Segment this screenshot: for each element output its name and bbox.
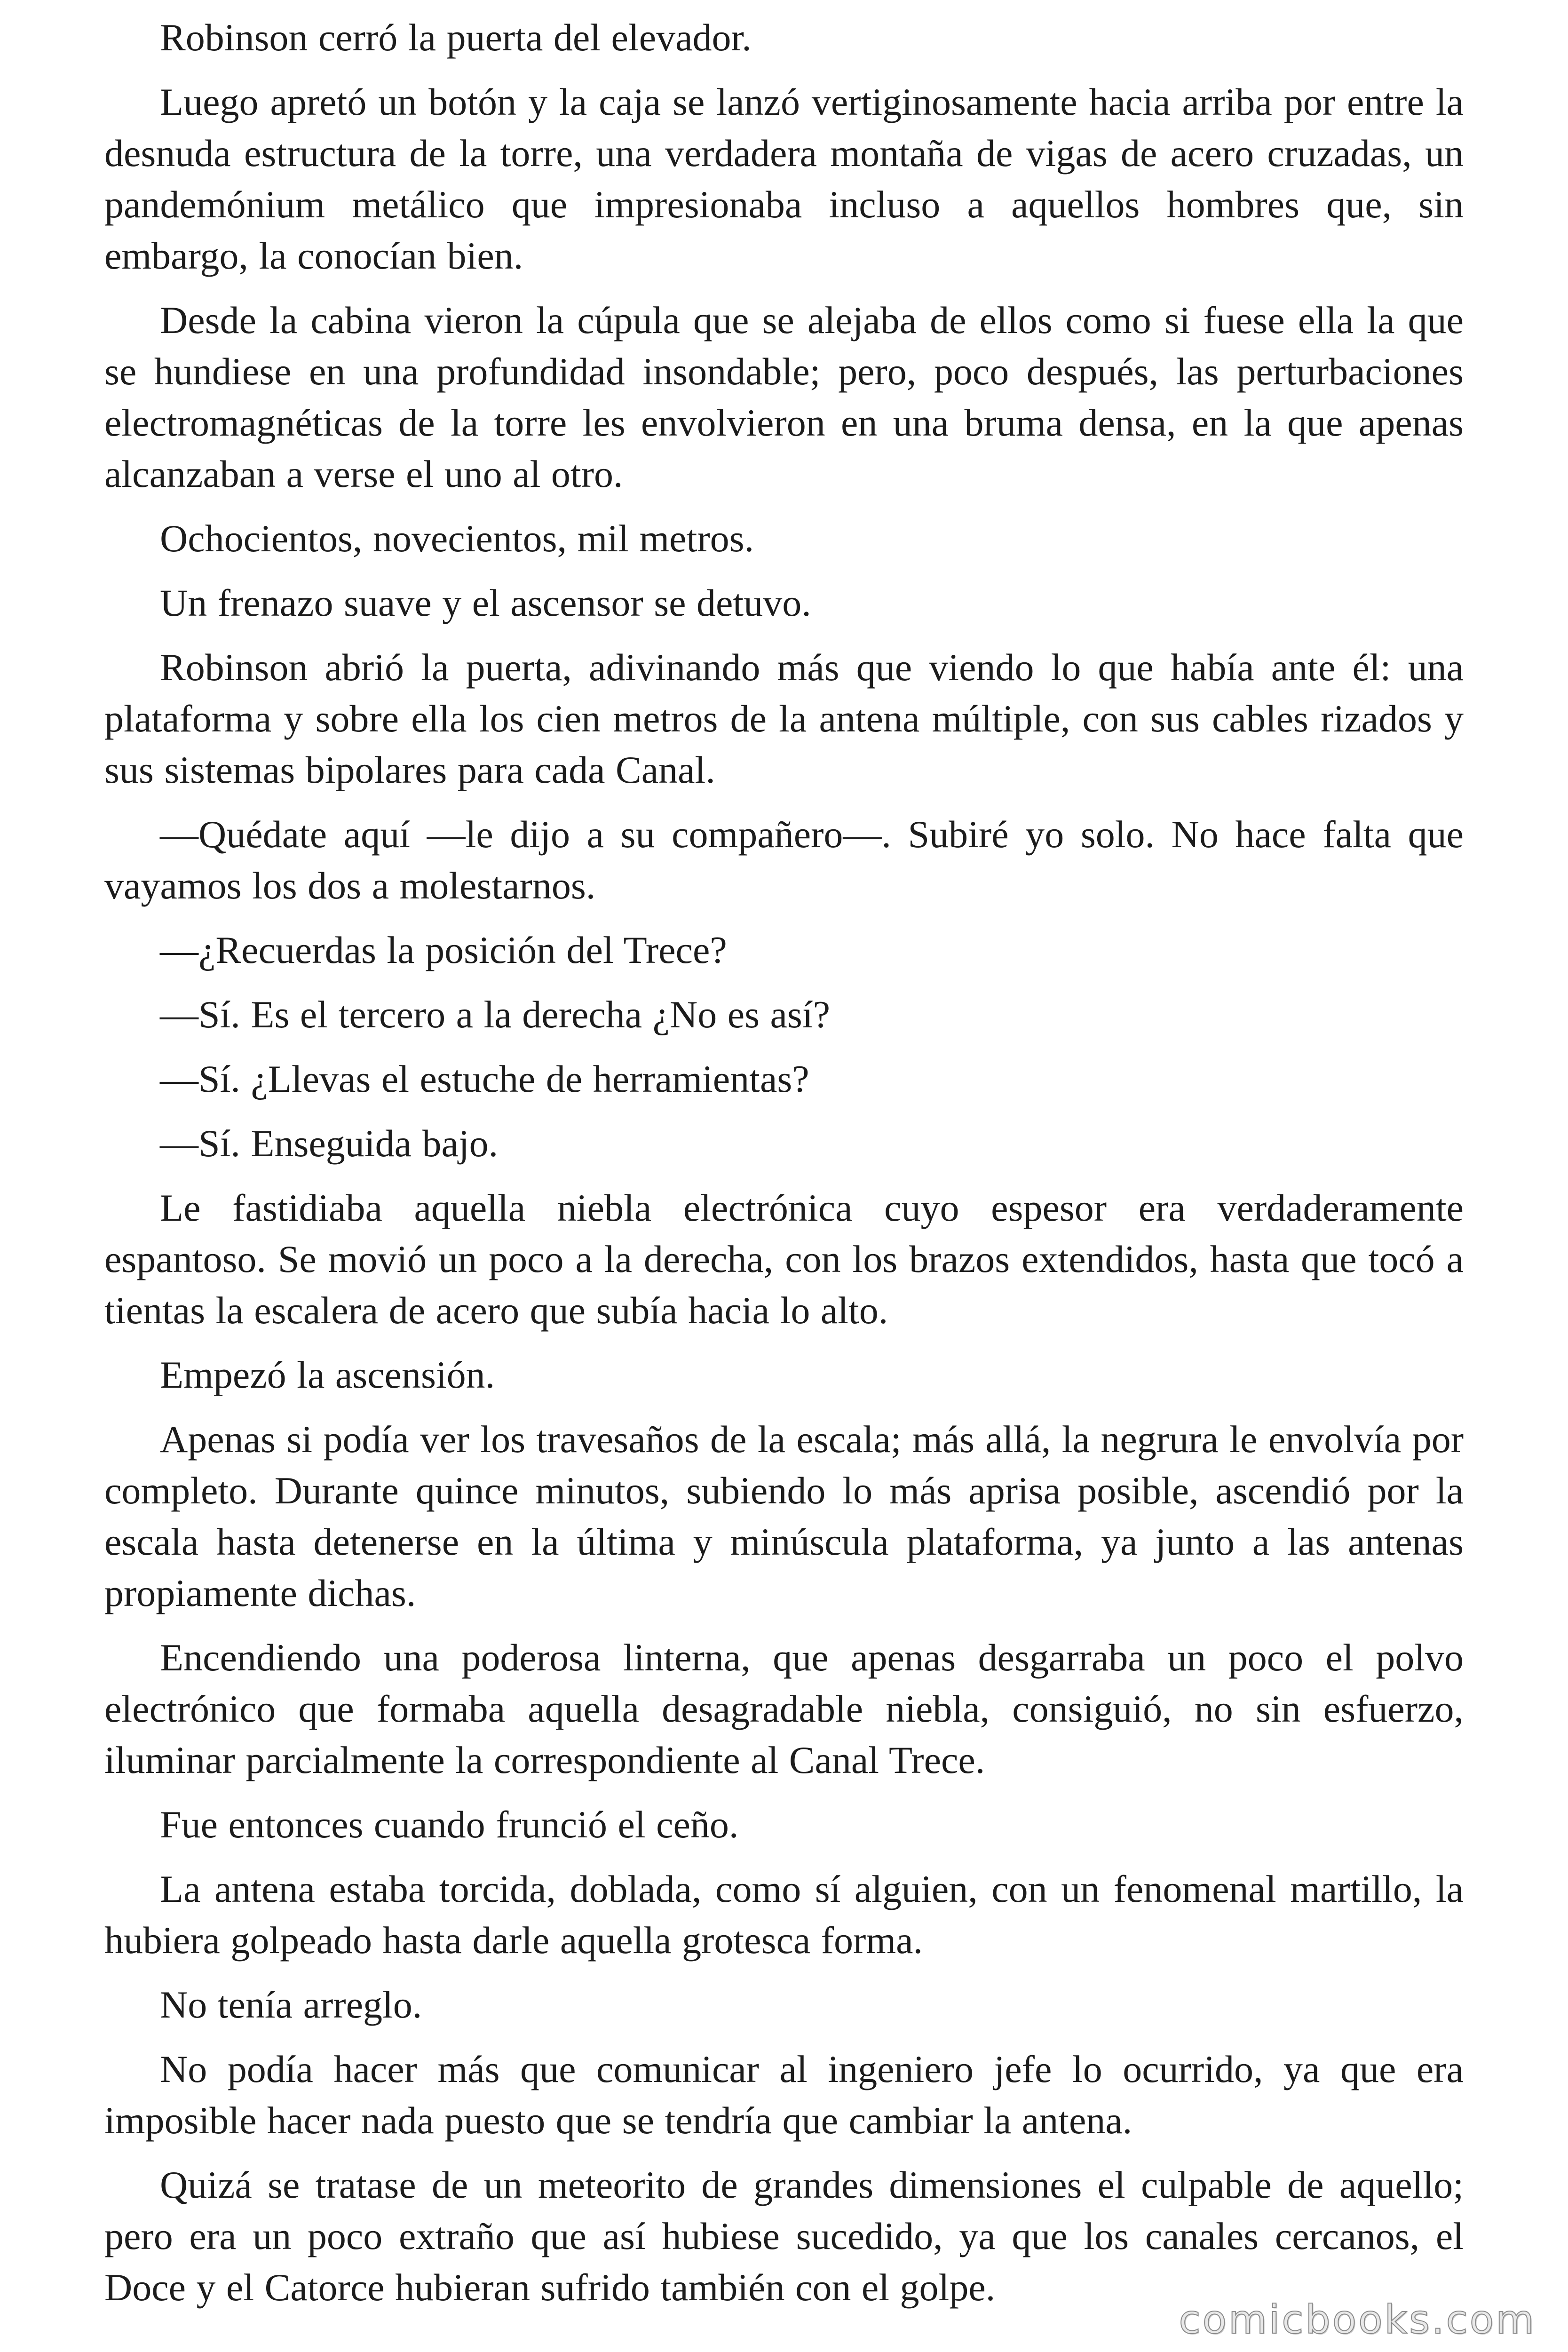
dialogue-line: —Quédate aquí —le dijo a su compañero—. Subiré yo solo. No hace falta que vayamos los dos a molestarnos.	[104, 813, 1464, 907]
paragraph: Fue entonces cuando frunció el ceño.	[160, 1803, 739, 1846]
dialogue-line: —¿Recuerdas la posición del Trece?	[160, 929, 727, 971]
paragraph: Encendiendo una poderosa linterna, que apenas desgarraba un poco el polvo electrónico que formaba aquella desagradable niebla, consiguió, no sin esfuerzo, iluminar parcialmente la correspondiente al Canal Trece.	[104, 1636, 1464, 1781]
paragraph: Robinson abrió la puerta, adivinando más que viendo lo que había ante él: una plataforma y sobre ella los cien metros de la antena múltiple, con sus cables rizados y sus sistemas bipolares para cada Canal.	[104, 646, 1464, 791]
paragraph: Robinson cerró la puerta del elevador.	[160, 16, 752, 59]
dialogue-line: —Sí. Enseguida bajo.	[160, 1122, 499, 1165]
dialogue-line: —Sí. Es el tercero a la derecha ¿No es así?	[160, 993, 831, 1036]
paragraph: No tenía arreglo.	[160, 1983, 422, 2026]
paragraph: Quizá se tratase de un meteorito de grandes dimensiones el culpable de aquello; pero era un poco extraño que así hubiese sucedido, ya que los canales cercanos, el Doce y el Catorce hubieran sufrido también con el golpe.	[104, 2163, 1464, 2309]
paragraph: La antena estaba torcida, doblada, como sí alguien, con un fenomenal martillo, la hubiera golpeado hasta darle aquella grotesca forma.	[104, 1867, 1464, 1962]
paragraph: Apenas si podía ver los travesaños de la escala; más allá, la negrura le envolvía por completo. Durante quince minutos, subiendo lo más aprisa posible, ascendió por la escala hasta detenerse en la última y minúscula plataforma, ya junto a las antenas propiamente dichas.	[104, 1418, 1464, 1614]
paragraph: Empezó la ascensión.	[160, 1353, 495, 1396]
paragraph: Luego apretó un botón y la caja se lanzó vertiginosamente hacia arriba por entre la desnuda estructura de la torre, una verdadera montaña de vigas de acero cruzadas, un pandemónium metálico que impresionaba incluso a aquellos hombres que, sin embargo, la conocían bien.	[104, 80, 1464, 277]
paragraph: Desde la cabina vieron la cúpula que se alejaba de ellos como si fuese ella la que se hundiese en una profundidad insondable; pero, poco después, las perturbaciones electromagnéticas de la torre les envolvieron en una bruma densa, en la que apenas alcanzaban a verse el uno al otro.	[104, 299, 1464, 495]
paragraph: Le fastidiaba aquella niebla electrónica cuyo espesor era verdaderamente espantoso. Se movió un poco a la derecha, con los brazos extendidos, hasta que tocó a tientas la escalera de acero que subía hacia lo alto.	[104, 1186, 1464, 1332]
watermark-logo: comicbooks.com	[1179, 2296, 1536, 2343]
paragraph: Un frenazo suave y el ascensor se detuvo.	[160, 581, 811, 624]
paragraph: No podía hacer más que comunicar al ingeniero jefe lo ocurrido, ya que era imposible hacer nada puesto que se tendría que cambiar la antena.	[104, 2048, 1464, 2142]
dialogue-line: —Sí. ¿Llevas el estuche de herramientas?	[160, 1057, 809, 1100]
text-column	[104, 12, 1464, 2313]
paragraph: Ochocientos, novecientos, mil metros.	[160, 517, 754, 560]
